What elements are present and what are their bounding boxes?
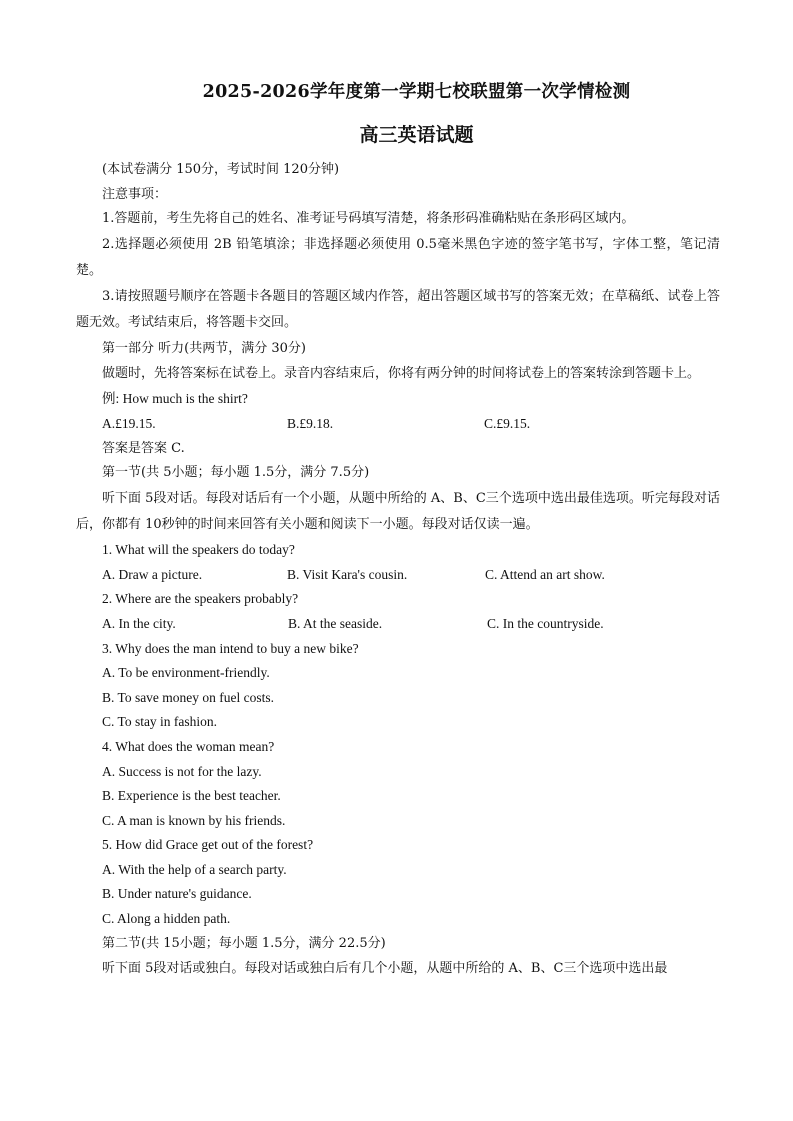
example-option-a: A.£19.15. — [102, 415, 156, 431]
part1-instructions: 做题时，先将答案标在试卷上。录音内容结束后，你将有两分钟的时间将试卷上的答案转涂到答题卡上。 — [102, 366, 701, 382]
example-question: 例: How much is the shirt? — [102, 391, 248, 407]
section2-instructions: 听下面 5段对话或独白。每段对话或独白后有几个小题，从题中所给的 A、B、C三个选项中选出最 — [102, 961, 668, 977]
rule-1: 1.答题前，考生先将自己的姓名、准考证号码填写清楚，将条形码准确粘贴在条形码区域内。 — [102, 211, 635, 227]
q2-option-b: B. At the seaside. — [288, 615, 383, 631]
section1-instructions: 听下面 5段对话。每段对话后有一个小题，从题中所给的 A、B、C三个选项中选出最佳选项。听完每段对话后，你都有 10秒钟的时间来回答有关小题和阅读下一小题。每段对话仅读一遍。 — [76, 490, 720, 532]
q1-option-b: B. Visit Kara's cousin. — [287, 566, 408, 582]
q2-option-a: A. In the city. — [102, 615, 176, 631]
q3-option-a: A. To be environment-friendly. — [102, 665, 270, 681]
exam-content — [76, 158, 720, 982]
q4-option-c: C. A man is known by his friends. — [102, 812, 286, 828]
question-3: 3. Why does the man intend to buy a new bike? — [102, 640, 359, 656]
example-option-c: C.£9.15. — [484, 415, 531, 431]
question-1: 1. What will the speakers do today? — [102, 542, 295, 558]
part1-heading: 第一部分 听力(共两节，满分 30分) — [102, 340, 306, 356]
notice-heading: 注意事项： — [102, 186, 168, 202]
q3-option-c: C. To stay in fashion. — [102, 714, 218, 730]
exam-subtitle: 高三英语试题 — [359, 124, 474, 146]
exam-note: (本试卷满分 150分，考试时间 120分钟) — [102, 162, 340, 177]
q5-option-b: B. Under nature's guidance. — [102, 886, 252, 902]
example-options — [76, 412, 720, 437]
q5-option-c: C. Along a hidden path. — [102, 911, 231, 927]
question-2: 2. Where are the speakers probably? — [102, 591, 299, 607]
question-1-options — [76, 563, 720, 588]
q4-option-b: B. Experience is the best teacher. — [102, 788, 281, 804]
rule-2: 2.选择题必须使用 2B 铅笔填涂；非选择题必须使用 0.5毫米黑色字迹的签字笔书写，字体工整，笔记清楚。 — [76, 236, 720, 278]
question-4: 4. What does the woman mean? — [102, 738, 275, 754]
exam-title: 2025-2026学年度第一学期七校联盟第一次学情检测 — [202, 82, 631, 102]
question-2-options — [76, 612, 720, 637]
q3-option-b: B. To save money on fuel costs. — [102, 689, 275, 705]
q1-option-c: C. Attend an art show. — [485, 566, 605, 582]
q5-option-a: A. With the help of a search party. — [102, 861, 287, 877]
rule-3: 3.请按照题号顺序在答题卡各题目的答题区域内作答，超出答题区域书写的答案无效；在草稿纸、试卷上答题无效。考试结束后，将答题卡交回。 — [76, 289, 720, 331]
example-option-b: B.£9.18. — [287, 415, 334, 431]
q2-option-c: C. In the countryside. — [487, 615, 604, 631]
q4-option-a: A. Success is not for the lazy. — [102, 763, 262, 779]
q1-option-a: A. Draw a picture. — [102, 566, 203, 582]
question-5: 5. How did Grace get out of the forest? — [102, 837, 314, 853]
example-answer: 答案是答案 C. — [102, 440, 185, 456]
section1-heading: 第一节(共 5小题；每小题 1.5分，满分 7.5分) — [102, 465, 370, 481]
section2-heading: 第二节(共 15小题；每小题 1.5分，满分 22.5分) — [102, 935, 386, 951]
